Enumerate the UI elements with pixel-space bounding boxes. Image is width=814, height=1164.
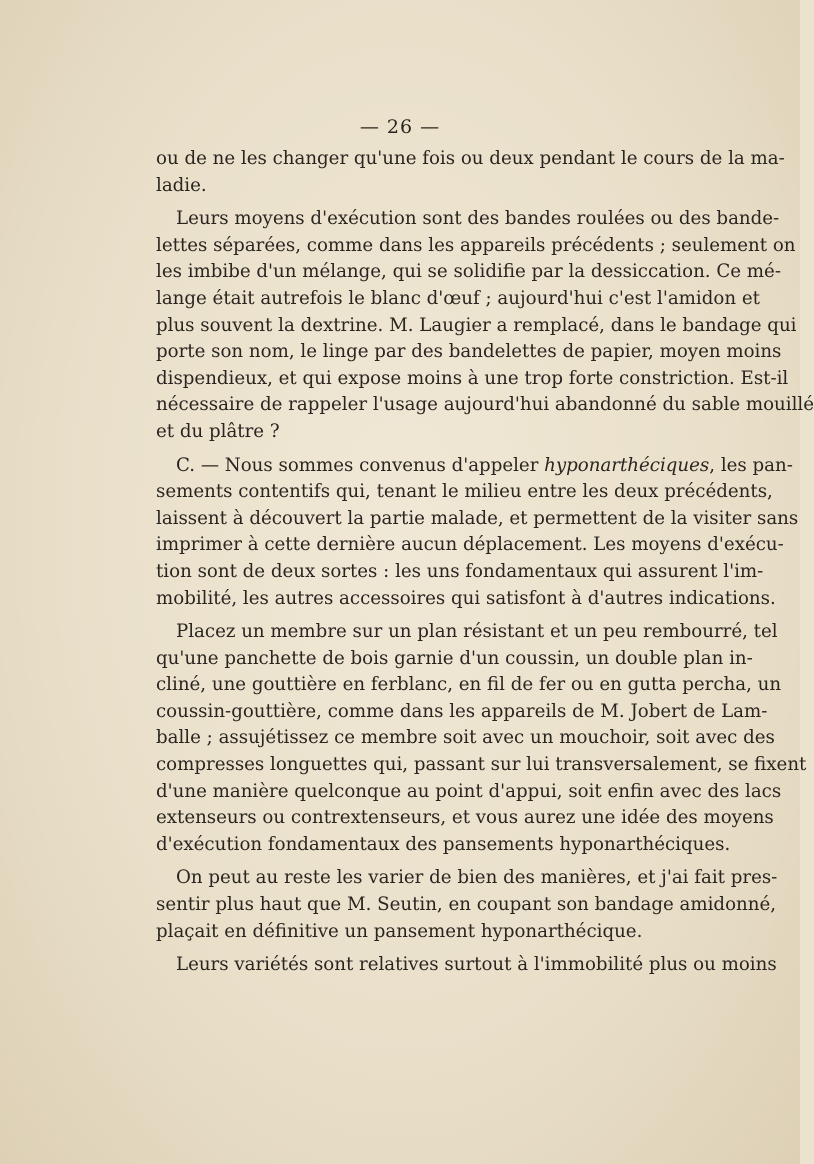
text-line: et du plâtre ? — [156, 420, 280, 442]
text-line: Leurs moyens d'exécution sont des bandes roulées ou des bande- — [176, 208, 780, 230]
text-line: porte son nom, le linge par des bandelettes de papier, moyen moins — [156, 341, 782, 363]
text-line: ou de ne les changer qu'une fois ou deux pendant le cours de la ma- — [156, 148, 785, 169]
text-line: Leurs variétés sont relatives surtout à l'immobilité plus ou moins — [176, 954, 777, 976]
text-line: sentir plus haut que M. Seutin, en coupant son bandage amidonné, — [156, 894, 777, 916]
text-line: d'une manière quelconque au point d'appui, soit enfin avec des lacs — [156, 780, 782, 802]
body-text — [156, 146, 814, 979]
text-line: laissent à découvert la partie malade, et permettent de la visiter sans — [156, 507, 799, 529]
paragraph — [156, 453, 799, 613]
text-line: balle ; assujétissez ce membre soit avec un mouchoir, soit avec des — [156, 727, 775, 749]
text-line — [156, 453, 793, 480]
page-number: — 26 — — [359, 116, 441, 138]
line-tail: , les pan- — [709, 454, 793, 476]
text-line: ladie. — [156, 174, 207, 196]
text-line: lettes séparées, comme dans les appareils précédents ; seulement on — [156, 234, 796, 256]
text-line: On peut au reste les varier de bien des manières, et j'ai fait pres- — [176, 867, 778, 889]
text-line: imprimer à cette dernière aucun déplacement. Les moyens d'exécu- — [156, 534, 784, 556]
text-line: d'exécution fondamentaux des pansements hyponarthéciques. — [156, 833, 731, 855]
paragraph — [156, 619, 807, 858]
paragraph — [156, 865, 778, 945]
paragraph — [156, 206, 814, 445]
text-line: plus souvent la dextrine. M. Laugier a remplacé, dans le bandage qui — [156, 314, 797, 336]
text-line: lange était autrefois le blanc d'œuf ; aujourd'hui c'est l'amidon et — [156, 287, 760, 309]
section-lead: C. — Nous sommes convenus d'appeler — [176, 454, 545, 476]
text-line: coussin-gouttière, comme dans les appareils de M. Jobert de Lam- — [156, 700, 768, 722]
text-line: sements contentifs qui, tenant le milieu entre les deux précédents, — [156, 481, 773, 503]
text-line: les imbibe d'un mélange, qui se solidifie par la dessiccation. Ce mé- — [156, 261, 781, 283]
text-line: Placez un membre sur un plan résistant et un peu rembourré, tel — [176, 621, 778, 643]
paragraph — [156, 146, 785, 199]
text-line: compresses longuettes qui, passant sur lui transversalement, se fixent — [156, 754, 807, 776]
text-line: plaçait en définitive un pansement hyponarthécique. — [156, 920, 643, 942]
text-line: nécessaire de rappeler l'usage aujourd'hui abandonné du sable mouillé — [156, 394, 814, 416]
italic-term: hyponarthéciques — [544, 454, 710, 476]
text-line: dispendieux, et qui expose moins à une trop forte constriction. Est-il — [156, 367, 789, 389]
text-line: tion sont de deux sortes : les uns fondamentaux qui assurent l'im- — [156, 560, 764, 582]
text-line: mobilité, les autres accessoires qui satisfont à d'autres indications. — [156, 587, 776, 609]
text-line: extenseurs ou contrextenseurs, et vous aurez une idée des moyens — [156, 807, 774, 829]
text-line: cliné, une gouttière en ferblanc, en fil de fer ou en gutta percha, un — [156, 674, 782, 696]
paragraph — [156, 952, 777, 979]
text-line: qu'une panchette de bois garnie d'un coussin, un double plan in- — [156, 647, 753, 669]
